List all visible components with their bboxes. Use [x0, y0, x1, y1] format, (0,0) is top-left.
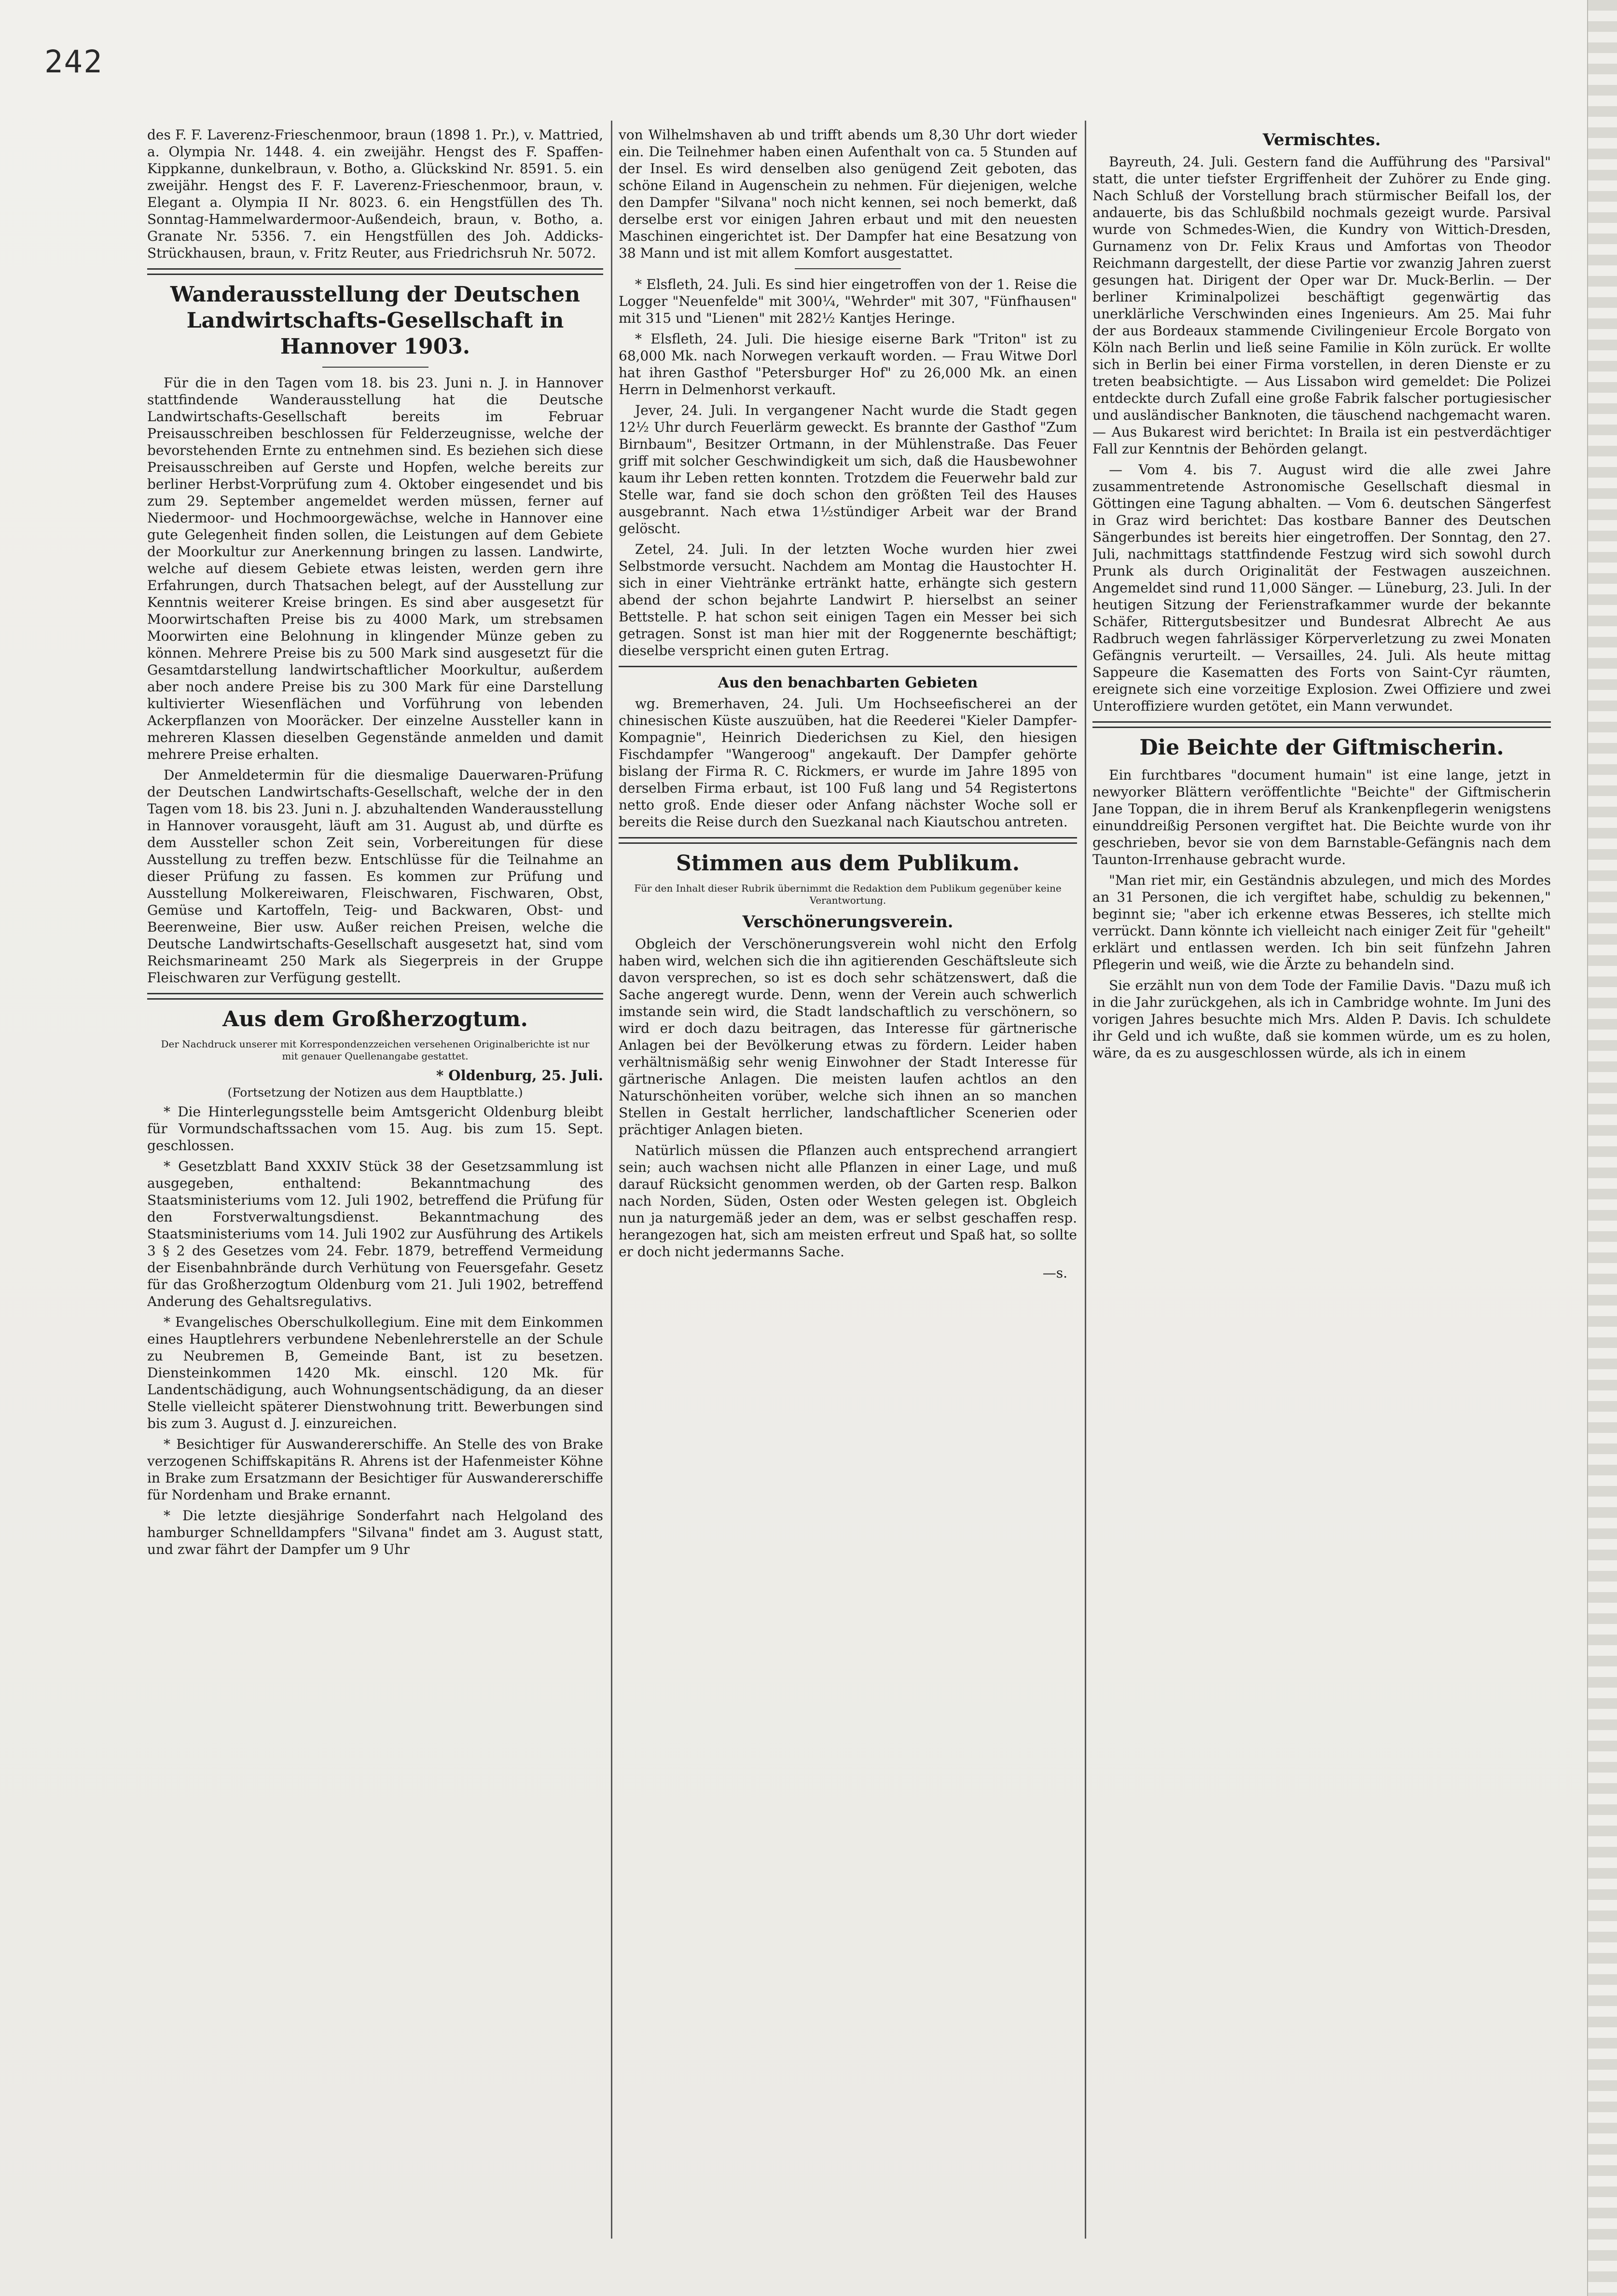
- author-signature: —s.: [1042, 1265, 1067, 1281]
- section-rule: [619, 837, 1077, 844]
- column-left: [147, 126, 603, 2244]
- article-paragraph: Jever, 24. Juli. In vergangener Nacht wurde die Stadt gegen 12½ Uhr durch Feuerlärm geweckt. Es brannte der Gasthof "Zum Birnbaum", Besitzer Ortmann, in der Mühlenstraße. Das Feuer griff mit solcher Geschwindigkeit um sich, daß die Hausbewohner kaum ihr Leben retten konnten. Trotzdem die Feuerwehr bald zur Stelle war, fand sie doch schon den größten Teil des Hauses ausgebrannt. Nach etwa 1½stündiger Arbeit war der Brand gelöscht.: [619, 402, 1077, 536]
- dateline: * Oldenburg, 25. Juli.: [436, 1067, 603, 1084]
- article-paragraph: Sie erzählt nun von dem Tode der Familie Davis. "Dazu muß ich in die Jahr zurückgehen, als ich in Cambridge wohnte. Im Juni des vorigen Jahres besuchte mich Mrs. Alden P. Davis. Ich schuldete ihr Geld und ich wußte, daß sie kommen würde, um es zu holen, wäre, da es zu ausgeschlossen würde, als ich in einem: [1092, 977, 1551, 1061]
- section-rule: [795, 268, 901, 269]
- continuation-note: (Fortsetzung der Notizen aus dem Hauptblatte.): [227, 1086, 523, 1100]
- article-paragraph: * Evangelisches Oberschulkollegium. Eine mit dem Einkommen eines Hauptlehrers verbundene Nebenlehrerstelle an der Schule zu Neubremen B, Gemeinde Bant, ist zu besetzen. Diensteinkommen 1420 Mk. einschl. 120 Mk. für Landentschädigung, auch Wohnungsentschädigung, da an dieser Stelle vielleicht späterer Dienstwohnung tritt. Bewerbungen sind bis zum 3. August d. J. einzureichen.: [147, 1314, 603, 1431]
- page-edge-strip: [1587, 0, 1617, 2296]
- section-rule: [619, 666, 1077, 667]
- column-divider: [611, 121, 612, 2239]
- article-paragraph: von Wilhelmshaven ab und trifft abends um 8,30 Uhr dort wieder ein. Die Teilnehmer haben einen Aufenthalt von ca. 5 Stunden auf der Insel. Es wird denselben also genügend Zeit geboten, das schöne Eiland in Augenschein zu nehmen. Für diejenigen, welche den Dampfer "Silvana" noch nicht kennen, sei noch bemerkt, daß derselbe erst vor einigen Jahren erbaut und mit den neuesten Maschinen eingerichtet ist. Der Dampfer hat eine Besatzung von 38 Mann und ist mit allem Komfort ausgestattet.: [619, 127, 1077, 261]
- headline-stimmen-publikum: Stimmen aus dem Publikum.: [676, 851, 1020, 876]
- headline-verschoenerungsverein: Verschönerungsverein.: [742, 912, 954, 932]
- article-paragraph: * Elsfleth, 24. Juli. Es sind hier eingetroffen von der 1. Reise die Logger "Neuenfelde" mit 300¼, "Wehrder" mit 307, "Fünfhausen" mit 315 und "Lienen" mit 282½ Kantjes Heringe.: [619, 276, 1077, 326]
- page-number: 242: [44, 44, 103, 80]
- headline-wanderausstellung: Wanderausstellung der Deutschen Landwirtschafts-Gesellschaft in Hannover 1903.: [170, 282, 580, 359]
- section-rule: [1092, 721, 1551, 728]
- article-paragraph: * Gesetzblatt Band XXXIV Stück 38 der Gesetzsammlung ist ausgegeben, enthaltend: Bekanntmachung des Staatsministeriums vom 12. Juli 1902, betreffend die Prüfung für den Forstverwaltungsdienst. Bekanntmachung des Staatsministeriums vom 14. Juli 1902 zur Ausführung des Artikels 3 § 2 des Gesetzes vom 24. Febr. 1879, betreffend Vermeidung der Eisenbahnbrände durch Verhütung von Feuersgefahr. Gesetz für das Großherzogtum Oldenburg vom 21. Juli 1902, betreffend Anderung des Gehaltsregulativs.: [147, 1158, 603, 1309]
- article-paragraph: Obgleich der Verschönerungsverein wohl nicht den Erfolg haben wird, welchen sich die ihn agitierenden Geschäftsleute sich davon versprechen, so ist es doch sehr schätzenswert, daß die Sache angeregt wurde. Denn, wenn der Verein auch schwerlich imstande sein wird, die Stadt landschaftlich zu verschönern, so wird er doch dazu beitragen, das Interesse für gärtnerische Anlagen bei der Bevölkerung etwas zu fördern. Leider haben verhältnismäßig sehr wenig Einwohner der Stadt Interesse für gärtnerische Anlagen. Die meisten laufen achtlos an den Naturschönheiten vorüber, welche sich ihnen an so manchen Stellen in Gestalt herrlicher, landschaftlicher Scenerien oder prächtiger Anlagen bieten.: [619, 936, 1077, 1138]
- article-paragraph: Bayreuth, 24. Juli. Gestern fand die Aufführung des "Parsival" statt, die unter tiefster Ergriffenheit der Zuhörer zu Ende ging. Nach Schluß der Vorstellung brach stürmischer Beifall los, der andauerte, bis das Schlußbild nochmals gezeigt wurde. Parsival wurde von Schmedes-Wien, die Kundry von Wittich-Dresden, Gurnamenz von Dr. Felix Kraus und Amfortas von Theodor Reichmann dargestellt, der diese Partie vor zwanzig Jahren zuerst gesungen hat. Dirigent der Oper war Dr. Muck-Berlin. — Der berliner Kriminalpolizei beschäftigt gegenwärtig das unerklärliche Verschwinden eines Ingenieurs. Am 25. Mai fuhr der aus Bordeaux stammende Civilingenieur Ercole Borgato von Köln nach Berlin und ließ seine Familie in Köln zurück. Er wollte sich in Berlin bei einer Firma vorstellen, in deren Dienste er zu treten beabsichtigte. — Aus Lissabon wird gemeldet: Die Polizei entdeckte durch Zufall eine große Fabrik falscher portugiesischer und ausländischer Banknoten, die täuschend nachgemacht waren. — Aus Bukarest wird berichtet: In Braila ist ein pestverdächtiger Fall zur Kenntnis der Behörden gelangt.: [1092, 154, 1551, 457]
- column-right: [1092, 126, 1551, 2244]
- article-text: des F. F. Laverenz-Frieschenmoor, braun (1898 1. Pr.), v. Mattried, a. Olympia Nr. 1448. 4. ein zweijähr. Hengst des F. Spaffen-Kippkanne, dunkelbraun, v. Botho, a. Glückskind Nr. 8591. 5. ein zweijähr. Hengst des F. F. Laverenz-Frieschenmoor, braun, v. Elegant a. Olympia II Nr. 8023. 6. ein Hengstfüllen des Th. Sonntag-Hammelwardermoor-Außendeich, braun, v. Botho, a. Granate Nr. 5356. 7. ein Hengstfüllen des Joh. Addicks-Strückhausen, braun, v. Fritz Reuter, aus Friedrichsruh Nr. 5072.: [147, 127, 603, 261]
- article-paragraph: — Vom 4. bis 7. August wird die alle zwei Jahre zusammentretende Astronomische Gesellschaft diesmal in Göttingen eine Tagung abhalten. — Vom 6. deutschen Sängerfest in Graz wird berichtet: Das kostbare Banner des Deutschen Sängerbundes ist bereits hier eingetroffen. Der Sonntag, den 27. Juli, nachmittags stattfindende Festzug wird sich sowohl durch Prunk als durch Originalität der Festwagen auszeichnen. Angemeldet sind rund 11,000 Sänger. — Lüneburg, 23. Juli. In der heutigen Sitzung der Ferienstrafkammer wurde der bekannte Schäfer, Rittergutsbesitzer und Bundesrat Albrecht Ae aus Radbruch wegen fahrlässiger Körperverletzung zu zwei Monaten Gefängnis verurteilt. — Versailles, 24. Juli. Als heute mittag Sappeure die Kasematten des Forts von Saint-Cyr räumten, ereignete sich eine vorzeitige Explosion. Zwei Offiziere und zwei Unteroffiziere wurden getötet, ein Mann verwundet.: [1092, 462, 1551, 714]
- section-rule: [147, 268, 603, 275]
- article-paragraph: "Man riet mir, ein Geständnis abzulegen, und mich des Mordes an 31 Personen, die ich vergiftet habe, schuldig zu bekennen," beginnt sie; "aber ich erkenne etwas Besseres, ich stellte mich verrückt. Dann könnte ich vielleicht nach einiger Zeit für "geheilt" erklärt und entlassen werden. Ich bin seit fünfzehn Jahren Pflegerin und weiß, wie die Ärzte zu behandeln sind.: [1092, 872, 1551, 973]
- column-divider: [1085, 121, 1086, 2239]
- article-paragraph: * Besichtiger für Auswandererschiffe. An Stelle des von Brake verzogenen Schiffskapitäns R. Ahrens ist der Hafenmeister Köhne in Brake zum Ersatzmann der Besichtiger für Auswandererschiffe für Nordenham und Brake ernannt.: [147, 1436, 603, 1503]
- headline-grossherzogtum: Aus dem Großherzogtum.: [222, 1007, 528, 1031]
- article-paragraph: Für die in den Tagen vom 18. bis 23. Juni n. J. in Hannover stattfindende Wanderausstellung hat die Deutsche Landwirtschafts-Gesellschaft bereits im Februar Preisausschreiben beschlossen für Felderzeugnisse, welche der bevorstehenden Ernte zu entnehmen sind. Es beziehen sich diese Preisausschreiben auf Gerste und Hopfen, welche bereits zur berliner Herbst-Vorprüfung zum 4. Oktober eingesendet und bis zum 29. September angemeldet werden müssen, ferner auf Niedermoor- und Hochmoorgewächse, welche in Hannover eine gute Gelegenheit finden sollen, die Leistungen auf dem Gebiete der Moorkultur zur Anerkennung bringen zu lassen. Landwirte, welche auf diesem Gebiete etwas leisten, werden gern ihre Erfahrungen, durch Thatsachen belegt, auf der Ausstellung zur Kenntnis weiterer Kreise bringen. Es sind aber ausgesetzt für Moorwirtschaften Preise bis zu 4000 Mark, um strebsamen Moorwirten eine Belohnung in klingender Münze geben zu können. Mehrere Preise bis zu 500 Mark sind ausgesetzt für die Gesamtdarstellung landwirtschaftlicher Moorkultur, außerdem aber noch andere Preise bis zu 300 Mark für eine Darstellung kultivierter Wiesenflächen und Vorführung von lebenden Ackerpflanzen von Mooräcker. Der einzelne Aussteller kann in mehreren Klassen dieselben Gegenstände anmelden und damit mehrere Preise erhalten.: [147, 375, 603, 762]
- article-paragraph: * Die letzte diesjährige Sonderfahrt nach Helgoland des hamburger Schnelldampfers "Silvana" findet am 3. August statt, und zwar fährt der Dampfer um 9 Uhr: [147, 1508, 603, 1557]
- reprint-note: Der Nachdruck unserer mit Korrespondenzzeichen versehenen Originalberichte ist nur mit genauer Quellenangabe gestattet.: [161, 1038, 590, 1062]
- section-rule: [322, 367, 428, 368]
- headline-vermischtes: Vermischtes.: [1262, 130, 1381, 150]
- article-paragraph: Natürlich müssen die Pflanzen auch entsprechend arrangiert sein; auch wachsen nicht alle Pflanzen in einer Lage, und muß darauf Rücksicht genommen werden, ob der Garten resp. Balkon nach Norden, Süden, Osten oder Westen gelegen ist. Obgleich nun ja naturgemäß jeder an dem, was er selbst geschaffen resp. herangezogen hat, sich am meisten erfreut und Spaß hat, so sollte er doch nicht jedermanns Sache.: [619, 1142, 1077, 1260]
- article-paragraph: Zetel, 24. Juli. In der letzten Woche wurden hier zwei Selbstmorde versucht. Nachdem am Montag die Haustochter H. sich in einer Viehtränke ertränkt hatte, erhängte sich gestern abend der schon bejahrte Landwirt P. hierselbst an seiner Bettstelle. P. hat schon seit einigen Tagen ein Messer bei sich getragen. Sonst ist man hier mit der Roggenernte beschäftigt; dieselbe verspricht einen guten Ertrag.: [619, 541, 1077, 659]
- article-paragraph: wg. Bremerhaven, 24. Juli. Um Hochseefischerei an der chinesischen Küste auszuüben, hat die Reederei "Kieler Dampfer-Kompagnie", Heinrich Diederichsen zu Kiel, den hiesigen Fischdampfer "Wangeroog" angekauft. Der Dampfer gehörte bislang der Firma R. C. Rickmers, er wurde im Jahre 1895 von derselben Firma erbaut, ist 100 Fuß lang und 54 Registertons netto groß. Ende dieser oder Anfang nächster Woche soll er bereits die Reise durch den Suezkanal nach Kiautschou antreten.: [619, 696, 1077, 830]
- headline-benachbarte-gebiete: Aus den benachbarten Gebieten: [718, 674, 978, 691]
- section-rule: [147, 993, 603, 1000]
- column-middle: [619, 126, 1077, 2244]
- article-paragraph: * Elsfleth, 24. Juli. Die hiesige eiserne Bark "Triton" ist zu 68,000 Mk. nach Norwegen verkauft worden. — Frau Witwe Dorl hat ihren Gasthof "Petersburger Hof" zu 26,000 Mk. an einen Herrn in Delmenhorst verkauft.: [619, 331, 1077, 398]
- headline-beichte-giftmischerin: Die Beichte der Giftmischerin.: [1139, 735, 1504, 760]
- rubric-disclaimer: Für den Inhalt dieser Rubrik übernimmt die Redaktion dem Publikum gegenüber keine Verantwortung.: [634, 882, 1062, 906]
- article-paragraph: Ein furchtbares "document humain" ist eine lange, jetzt in newyorker Blättern veröffentlichte "Beichte" der Giftmischerin Jane Toppan, die in ihrem Beruf als Krankenpflegerin wenigstens einunddreißig Personen vergiftet hat. Die Beichte wurde von ihr geschrieben, bevor sie von dem Barnstable-Gefängnis nach dem Taunton-Irrenhause gebracht wurde.: [1092, 767, 1551, 867]
- article-paragraph: * Die Hinterlegungsstelle beim Amtsgericht Oldenburg bleibt für Vormundschaftssachen vom 15. Aug. bis zum 15. Sept. geschlossen.: [147, 1104, 603, 1154]
- article-paragraph: Der Anmeldetermin für die diesmalige Dauerwaren-Prüfung der Deutschen Landwirtschafts-Gesellschaft, welche der in den Tagen vom 18. bis 23. Juni n. J. abzuhaltenden Wanderausstellung in Hannover vorausgeht, läuft am 31. August ab, und dürfte es dem Aussteller schon Zeit sein, Vorbereitungen für diese Ausstellung zu treffen bezw. Entschlüsse für die Teilnahme an dieser Prüfung zu fassen. Es kommen zur Prüfung und Ausstellung Molkereiwaren, Fleischwaren, Fischwaren, Obst, Gemüse und Kartoffeln, Teig- und Backwaren, Obst- und Beerenweine, Bier usw. Außer reichen Preisen, welche die Deutsche Landwirtschafts-Gesellschaft ausgesetzt hat, sind vom Reichsmarineamt 250 Mark als Siegerpreis in der Gruppe Fleischwaren zur Verfügung gestellt.: [147, 767, 603, 986]
